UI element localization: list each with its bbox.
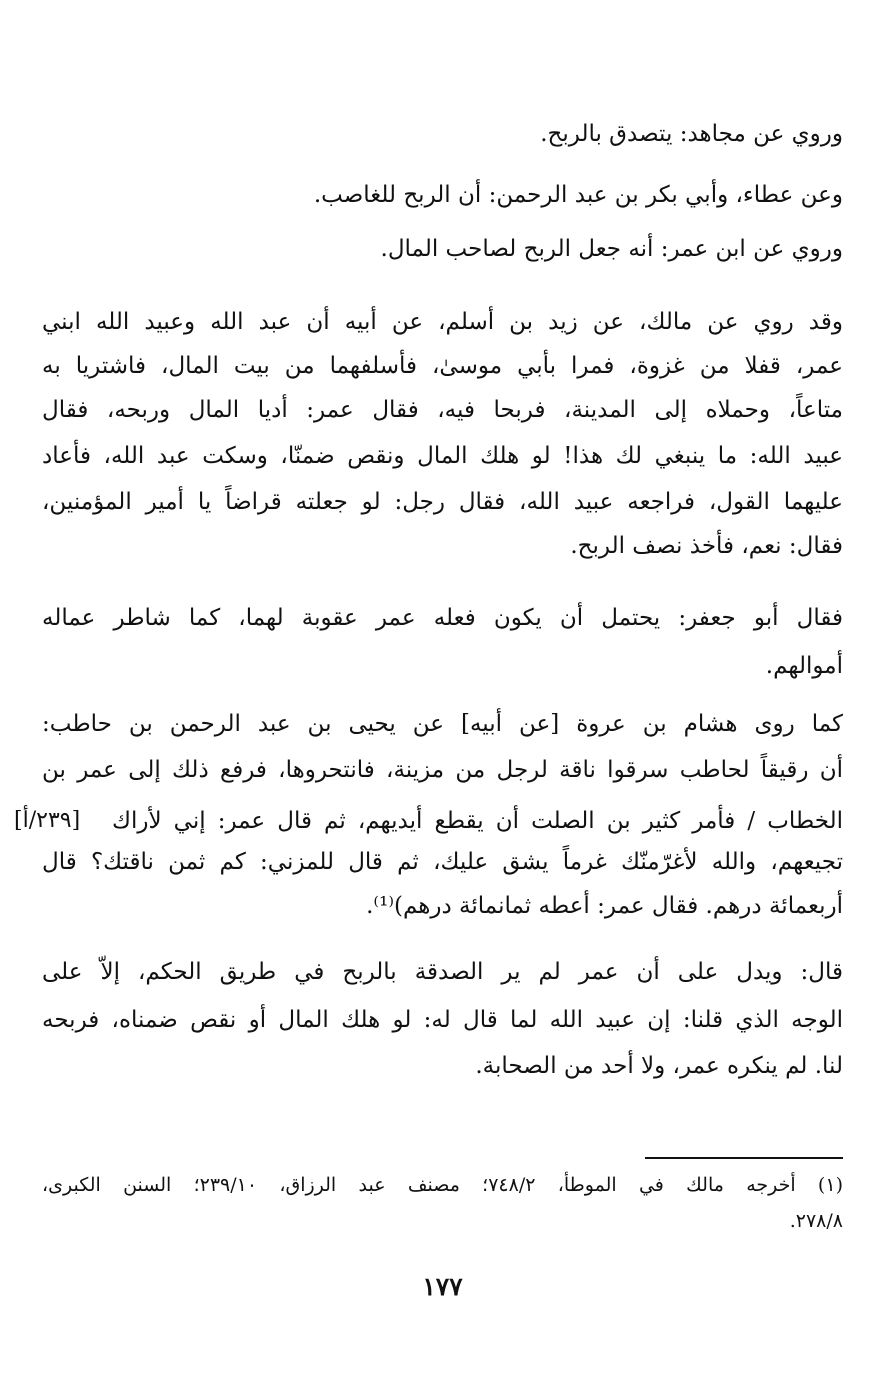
- text-line: متاعاً، وحملاه إلى المدينة، فربحا فيه، فقال عمر: أديا المال وربحه، فقال: [42, 397, 843, 423]
- text-line: وروي عن ابن عمر: أنه جعل الربح لصاحب المال.: [380, 236, 843, 262]
- footnote-separator: [645, 1157, 843, 1159]
- text-line: تجيعهم، والله لأغرّمنّك غرماً يشق عليك، ثم قال للمزني: كم ثمن ناقتك؟ قال: [42, 849, 843, 875]
- text-line: أربعمائة درهم. فقال عمر: أعطه ثمانمائة درهم)⁽¹⁾.: [366, 893, 843, 919]
- text-line: الخطاب / فأمر كثير بن الصلت أن يقطع أيديهم، ثم قال عمر: إني لأراك: [112, 808, 843, 834]
- text-line: فقال: نعم، فأخذ نصف الربح.: [570, 533, 843, 559]
- text-line: كما روى هشام بن عروة [عن أبيه] عن يحيى بن عبد الرحمن بن حاطب:: [42, 711, 843, 737]
- text-line: قال: ويدل على أن عمر لم ير الصدقة بالربح في طريق الحكم، إلاّ على: [42, 959, 843, 985]
- text-line: أموالهم.: [765, 653, 843, 679]
- text-line: أن رقيقاً لحاطب سرقوا ناقة لرجل من مزينة، فانتحروها، فرفع ذلك إلى عمر بن: [42, 757, 843, 783]
- footnote-line: (١) أخرجه مالك في الموطأ، ٧٤٨/٢؛ مصنف عبد الرزاق، ٢٣٩/١٠؛ السنن الكبرى،: [42, 1174, 843, 1196]
- footnote-line: ٢٧٨/٨.: [789, 1210, 843, 1232]
- page-number: ١٧٧: [422, 1272, 463, 1301]
- text-line: وقد روي عن مالك، عن زيد بن أسلم، عن أبيه أن عبد الله وعبيد الله ابني: [42, 309, 843, 335]
- text-line: عبيد الله: ما ينبغي لك هذا! لو هلك المال ونقص ضمنّا، وسكت عبد الله، فأعاد: [42, 443, 843, 469]
- text-line: الوجه الذي قلنا: إن عبيد الله لما قال له: لو هلك المال أو نقص ضمناه، فربحه: [42, 1007, 843, 1033]
- text-line: لنا. لم ينكره عمر، ولا أحد من الصحابة.: [475, 1053, 843, 1079]
- text-line: وروي عن مجاهد: يتصدق بالربح.: [540, 121, 843, 147]
- text-line: فقال أبو جعفر: يحتمل أن يكون فعله عمر عقوبة لهما، كما شاطر عماله: [42, 605, 843, 631]
- text-line: عمر، قفلا من غزوة، فمرا بأبي موسىٰ، فأسلفهما من بيت المال، فاشتريا به: [42, 353, 843, 379]
- text-line: وعن عطاء، وأبي بكر بن عبد الرحمن: أن الربح للغاصب.: [313, 182, 843, 208]
- margin-reference: [٢٣٩/أ]: [14, 808, 81, 833]
- text-line: عليهما القول، فراجعه عبيد الله، فقال رجل: لو جعلته قراضاً يا أمير المؤمنين،: [42, 489, 843, 515]
